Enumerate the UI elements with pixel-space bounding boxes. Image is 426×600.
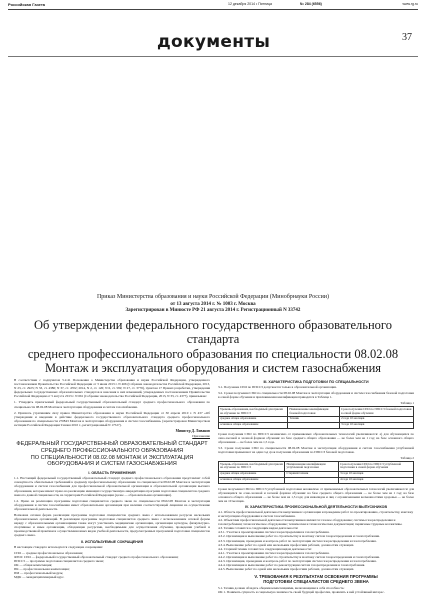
section-heading-line: ПОДГОТОВКИ СПЕЦИАЛИСТОВ СРЕДНЕГО ЗВЕНА (263, 579, 369, 585)
newspaper-name: Российская Газета (8, 2, 46, 7)
list-item: 4.4.1. Участие в проектировании систем газораспределения и газопотребления. (218, 550, 330, 555)
list-item: 4.4.2. Организация и выполнение работ по строительству и монтажу систем газораспределения и газопотребления. (218, 554, 380, 559)
order-title-line: Монтаж и эксплуатация оборудования и систем газоснабжения (44, 361, 382, 375)
body-paragraph: Сроки получения СПО по ППССЗ углубленной подготовки независимо от применяемых образовательных технологий увеличиваются: для обучающихся по очно-заочной и заочной формам обучения: на базе среднего общего образования — не более чем на 1 год; на базе основного общего образования — не более чем на 1,5 года; для инвалидов и лиц с ограниченными возможностями здоровья — не более чем на 10 месяцев. (218, 486, 414, 503)
table-row (219, 407, 414, 417)
table-header-cell: Наименование квалификации базовой подготовки (288, 407, 340, 417)
table-cell: основное общее образование (219, 422, 288, 428)
list-item: 4.3.4. Выполнение работ по одной или нескольким профессиям рабочих, должностям служащих. (218, 542, 355, 547)
intro-paragraph: 1. Утвердить прилагаемый федеральный государственный образовательный стандарт среднего профессионального образования по специальности 08.02.08 Монтаж и эксплуатация оборудования и систем газоснабжения. (14, 400, 210, 409)
appendix-label: Приложение (192, 434, 210, 439)
table-header-cell: Наименование квалификации углубленной подготовки (285, 462, 339, 472)
table-cell: 3 года 10 месяцев (339, 471, 414, 477)
abbreviation-list (14, 551, 210, 580)
order-heading: Приказ Министерства образования и науки Российской Федерации (Минобрнауки России) (96, 294, 330, 300)
table-cell (285, 477, 339, 483)
table-advanced-training (218, 461, 414, 483)
body-paragraph: 3.3. Сроки получения СПО по специальности 08.02.08 Монтаж и эксплуатация оборудования и систем газоснабжения углубленной подготовки превышают на один год срок получения образования по ППССЗ базовой подготовки. (218, 445, 414, 455)
order-title-line: среднего профессионального образования по специальности 08.02.08 (27, 346, 399, 361)
table-row (219, 462, 414, 472)
issue-date: 12 декабря 2014 • Пятница (228, 2, 272, 6)
body-paragraph: В настоящем стандарте используются следующие сокращения: (14, 544, 103, 549)
body-paragraph: 1.1. Настоящий федеральный государственный образовательный стандарт среднего профессионального образования представляет собой совокупность обязательных требований к среднему профессиональному образованию по специальности 08.02.08 Монтаж и эксплуатация оборудования и систем газоснабжения для профессиональной образовательной организации и образовательной организации высшего образования, которые имеют право на реализацию имеющих государственную аккредитацию программ подготовки специалистов среднего звена по данной специальности, на территории Российской Федерации (далее — образовательная организация). (14, 476, 210, 497)
section-heading: IV. ХАРАКТЕРИСТИКА ПРОФЕССИОНАЛЬНОЙ ДЕЯТЕЛЬНОСТИ ВЫПУСКНИКОВ (244, 504, 388, 509)
table-row (219, 477, 414, 483)
section-heading-line: V. ТРЕБОВАНИЯ К РЕЗУЛЬТАТАМ ОСВОЕНИЯ ПРОГРАММЫ (254, 574, 378, 580)
list-item: 4.4.5. Выполнение работ по одной или нескольким профессиям рабочих, должностям служащих. (218, 567, 355, 572)
table-cell: Техник (288, 416, 340, 422)
body-paragraph: 1.2. Право на реализацию программы подготовки специалистов среднего звена по специальности 08.02.08 Монтаж и эксплуатация оборудования и систем газоснабжения имеет образовательная организация при наличии соответствующей лицензии на осуществление образовательной деятельности. (14, 498, 210, 511)
site-url[interactable]: www.rg.ru (402, 2, 418, 6)
section-heading: III. ХАРАКТЕРИСТИКА ПОДГОТОВКИ ПО СПЕЦИАЛЬНОСТИ (263, 380, 369, 384)
body-paragraph: 3.2. Сроки получения СПО по специальности 08.02.08 Монтаж и эксплуатация оборудования и систем газоснабжения базовой подготовки в очной форме обучения и присваиваемая квалификация приводятся в Таблице 1. (218, 391, 414, 400)
intro-paragraph: В соответствии с подпунктом 5.2.41 Положения о Министерстве образования и науки Российской Федерации, утвержденного постановлением Правительства Российской Федерации от 3 июня 2013 г. N 466 (Собрание законодательства Российской Федерации, 2013, N 23, ст. 2923; N 33, ст. 4386; N 37, ст. 4702; 2014, N 2, ст. 126; N 6, ст. 582; N 27, ст. 3776), пунктом 17 Правил разработки, утверждения федеральных государственных образовательных стандартов и внесения в них изменений, утвержденных постановлением Правительства Российской Федерации от 5 августа 2013 г. N 661 (Собрание законодательства Российской Федерации, 2013, N 33, ст. 4377), приказываю: (14, 378, 210, 399)
table-header-cell: Срок получения СПО по ППССЗ базовой подготовки в очной форме обучения (340, 407, 414, 417)
intro-paragraph: 2. Признать утратившим силу приказ Министерства образования и науки Российской Федерации от 30 апреля 2010 г. N 437 «Об утверждении и введении в действие федерального государственного образовательного стандарта среднего профессионального образования по специальности 270843 Монтаж и эксплуатация оборудования и систем газоснабжения» (зарегистрирован Министерством юстиции Российской Федерации 9 июня 2010 г., регистрационный N 17527). (14, 410, 210, 427)
section-heading: II. ИСПОЛЬЗУЕМЫЕ СОКРАЩЕНИЯ (80, 539, 144, 544)
activity-list (218, 510, 414, 571)
right-column (218, 378, 414, 596)
issue-number: № 284 (6556) (300, 2, 322, 6)
table-cell: 4 года 10 месяцев (339, 477, 414, 483)
header-rule (8, 9, 418, 10)
list-item: 5.1. Техник должен обладать общими компетенциями, включающими в себя способность: (218, 586, 345, 591)
list-item: ФГОС СПО — федеральный государственный образовательный стандарт среднего профессионального образования; (14, 554, 179, 559)
table-label: Таблица 1 (400, 401, 414, 406)
section-heading (218, 574, 414, 584)
list-item: ПМ — профессиональный модуль; (14, 571, 64, 576)
page-number: 37 (402, 32, 412, 43)
order-date-line: от 13 августа 2014 г. № 1003 г. Москва (170, 301, 256, 307)
list-item: МДК — междисциплинарный курс. (14, 575, 65, 580)
table-cell: основное общее образование (219, 477, 285, 483)
order-title-line: Об утверждении федерального государственного образовательного стандарта (34, 317, 392, 346)
standard-title-line: ПО СПЕЦИАЛЬНОСТИ 08.02.08 МОНТАЖ И ЭКСПЛУАТАЦИЯ (30, 454, 194, 461)
list-item: 4.2. Объектами профессиональной деятельности выпускников являются: газовое оборудование; системы газораспределения и газопотребления; технологическое оборудование; техническая и технологическая документация; первичные трудовые коллективы. (218, 518, 403, 527)
list-item: ППССЗ — программа подготовки специалистов среднего звена; (14, 558, 105, 563)
list-item: СПО — среднее профессиональное образование; (14, 550, 84, 555)
order-heading-block (24, 294, 402, 376)
order-title (24, 318, 402, 376)
competence-list (218, 586, 414, 594)
left-column (14, 378, 210, 581)
table-cell: Старший техник (285, 471, 339, 477)
table-basic-training (218, 406, 414, 428)
table-cell (288, 422, 340, 428)
table-row (219, 422, 414, 428)
table-header-cell: Уровень образования, необходимый для приема на обучение по ППССЗ (220, 461, 284, 470)
list-item: 4.3.3. Организация, проведение и контроль работ по эксплуатации систем газораспределения и газопотребления. (218, 538, 377, 543)
list-item: ПК — профессиональная компетенция; (14, 567, 70, 571)
body-paragraph: Сроки получения СПО по ППССЗ независимо от применяемых образовательных технологий увеличиваются: а) для обучающихся по очно-заочной и заочной формам обучения: на базе среднего общего образования — не более чем на 1 год; на базе основного общего образования — не более чем на 1,5 года. (218, 431, 414, 444)
list-item: 4.3. Техник готовится к следующим видам деятельности: (218, 526, 299, 531)
table-header-cell: Срок получения СПО по ППССЗ углубленной подготовки в очной форме обучения (339, 462, 414, 472)
body-paragraph: Возможна сетевая форма реализации программы подготовки специалистов среднего звена с использованием ресурсов нескольких образовательных организаций. В реализации программы подготовки специалистов среднего звена с использованием сетевой формы наряду с образовательными организациями также могут участвовать медицинские организации, организации культуры, физкультурно-спортивные и иные организации, обладающие ресурсами, необходимыми для осуществления обучения, проведения учебной и производственной практики и осуществления иных видов учебной деятельности, предусмотренных программой подготовки специалистов среднего звена. (14, 512, 210, 538)
section-title: документы (157, 32, 271, 52)
list-item: 4.4.4. Организация и выполнение работ по реконструкции систем газораспределения и газопотребления. (218, 563, 366, 568)
list-item: 4.4.3. Организация, проведение и контроль работ по эксплуатации систем газораспределения и газопотребления. (218, 559, 377, 563)
list-item: ОК — общая компетенция; (14, 562, 53, 567)
list-item: 4.3.1. Участие в проектировании систем газораспределения и газопотребления. (218, 530, 330, 535)
body-paragraph: 3.1. Получение СПО по ППССЗ допускается только в образовательной организации. (218, 385, 337, 389)
table-cell: среднее общее образование (219, 416, 288, 422)
minister-signature: Министр Д. Ливанов (175, 429, 210, 434)
list-item: ОК 1. Понимать сущность и социальную значимость своей будущей профессии, проявлять к ней устойчивый интерес. (218, 590, 385, 595)
order-registration: Зарегистрирован в Минюсте РФ 21 августа 2014 г. Регистрационный N 33742 (125, 308, 301, 313)
table-cell: 3 года 10 месяцев (340, 422, 414, 428)
table-cell: 2 года 10 месяцев (340, 416, 414, 422)
table-label: Таблица 2 (400, 456, 414, 461)
list-item: 4.1. Область профессиональной деятельности выпускников: организация и проведение работ по проектированию, строительству, монтажу и эксплуатации оборудования и систем газоснабжения. (218, 509, 414, 518)
table-cell: среднее общее образование (219, 471, 285, 477)
title-rule (8, 56, 418, 57)
table-header-cell: Уровень образования, необходимый для приема на обучение по ППССЗ (219, 407, 288, 417)
standard-title-line: ОБОРУДОВАНИЯ И СИСТЕМ ГАЗОСНАБЖЕНИЯ (47, 461, 177, 468)
standard-title-line: СРЕДНЕГО ПРОФЕССИОНАЛЬНОГО ОБРАЗОВАНИЯ (40, 447, 184, 454)
section-heading: I. ОБЛАСТЬ ПРИМЕНЕНИЯ (88, 471, 136, 476)
list-item: 4.3.2. Организация и выполнение работ по строительству и монтажу систем газораспределения и газопотребления. (218, 534, 380, 539)
list-item: 4.4. Старший техник готовится к следующим видам деятельности: (218, 546, 312, 551)
standard-title-line: ФЕДЕРАЛЬНЫЙ ГОСУДАРСТВЕННЫЙ ОБРАЗОВАТЕЛЬНЫЙ СТАНДАРТ (16, 441, 208, 448)
standard-title (14, 441, 210, 468)
